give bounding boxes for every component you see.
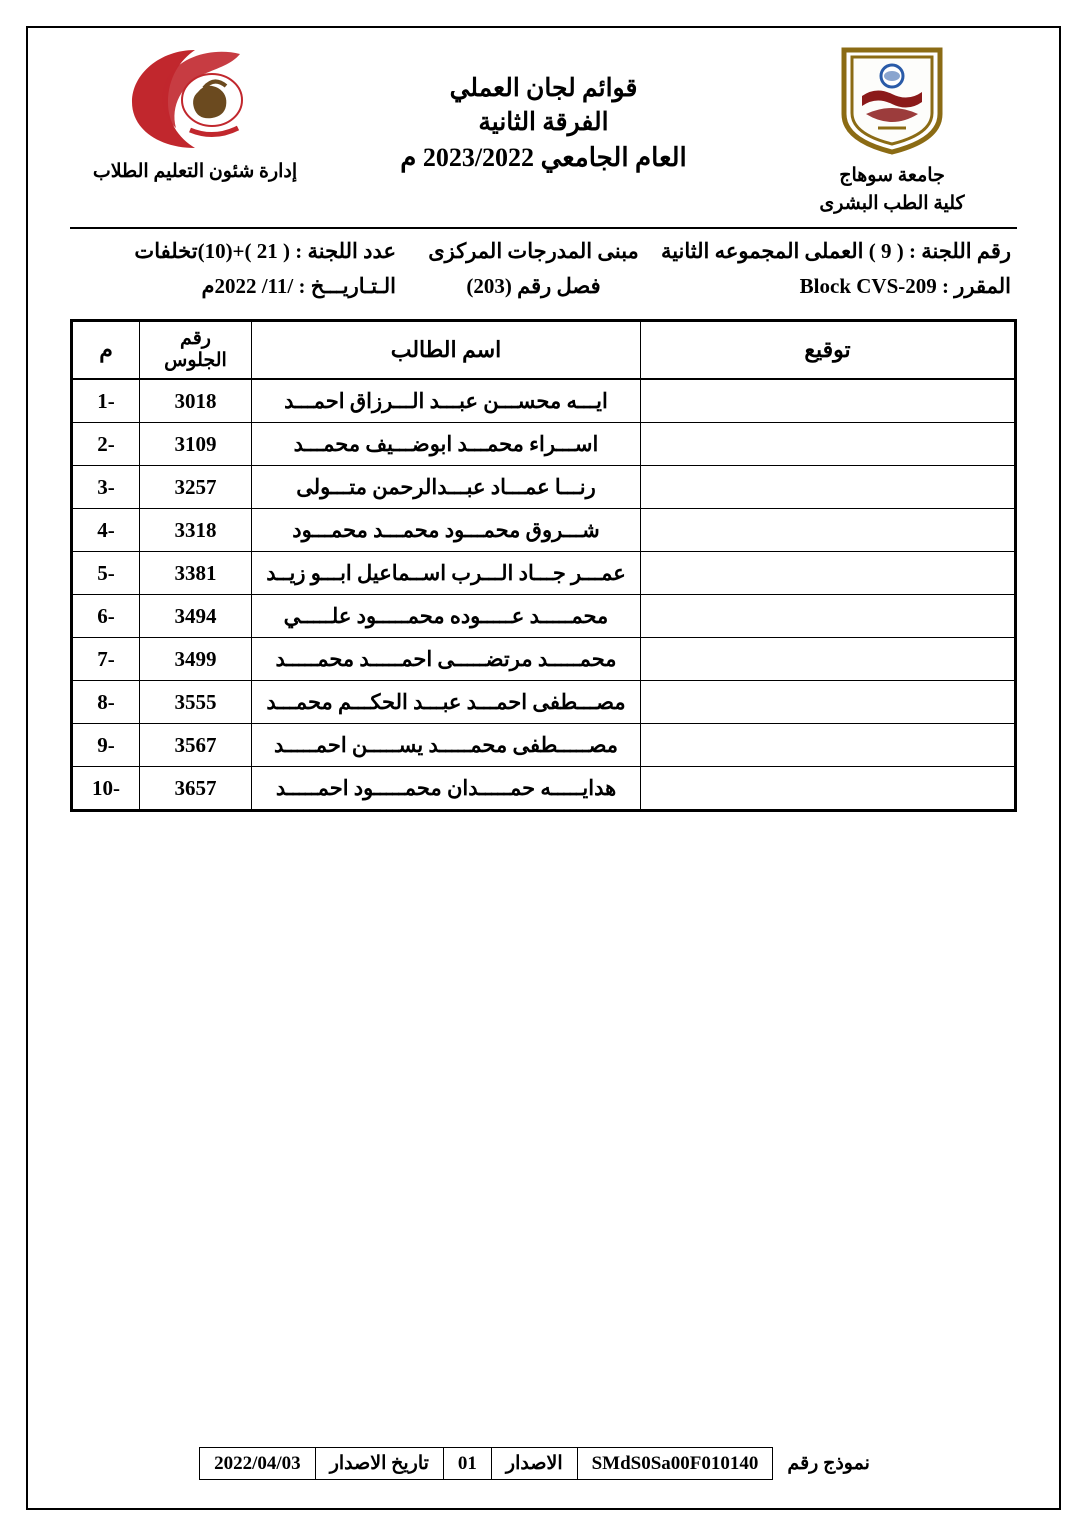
cell-student-name: ايـــه محســـن عبـــد الـــرزاق احمـــد [252,379,641,423]
cell-student-name: هدايـــــه حمـــــدان محمـــــود احمـــــد [252,767,641,811]
room-number: فصل رقم (203) [466,274,601,299]
footer-table [199,1447,888,1480]
cell-seat-number: 3494 [140,595,252,638]
title-line-3: العام الجامعي 2023/2022 م [400,142,687,172]
cell-signature[interactable] [641,509,1016,552]
committee-number: رقم اللجنة : ( 9 ) العملى المجموعه الثانية [660,239,1011,264]
cell-signature[interactable] [641,767,1016,811]
page-content [28,26,1059,1510]
cell-index: 2- [72,423,140,466]
committee-info-row-2 [76,274,1011,299]
cell-index: 5- [72,552,140,595]
table-body [72,379,1016,811]
date-value: /11/ 2022م [201,274,294,299]
cell-signature[interactable] [641,681,1016,724]
table-header [72,321,1016,380]
cell-seat-number: 3657 [140,767,252,811]
table-row [72,466,1016,509]
cell-index: 1- [72,379,140,423]
issue-label: الاصدار [491,1448,577,1480]
title-line-1: قوائم لجان العملي [449,75,638,102]
exam-date [76,274,396,299]
column-header-student-name: اسم الطالب [252,321,641,380]
footer-row [200,1448,888,1480]
university-name: جامعة سوهاج [839,165,945,186]
column-header-index: م [72,321,140,380]
cell-index: 7- [72,638,140,681]
cell-index: 4- [72,509,140,552]
cell-signature[interactable] [641,466,1016,509]
column-header-signature: توقيع [641,321,1016,380]
faculty-logo-block [70,44,320,183]
title-line-2: الفرقة الثانية [478,108,609,136]
committee-info [70,239,1017,319]
cell-seat-number: 3018 [140,379,252,423]
cell-student-name: عمـــر جـــاد الـــرب اســماعيل ابـــو زيــد [252,552,641,595]
table-row [72,423,1016,466]
building-name: مبنى المدرجات المركزى [428,239,639,264]
course-label: المقرر : [942,274,1011,299]
form-code: SMdS0Sa00F010140 [577,1448,773,1480]
cell-seat-number: 3381 [140,552,252,595]
cell-index: 3- [72,466,140,509]
cell-seat-number: 3318 [140,509,252,552]
cell-signature[interactable] [641,595,1016,638]
form-label: نموذج رقم [787,1453,870,1474]
column-header-seat-number [140,321,252,380]
table-row [72,552,1016,595]
cell-student-name: مصـــــطفى محمـــــد يســـــن احمـــــد [252,724,641,767]
cell-seat-number: 3499 [140,638,252,681]
department-name: إدارة شئون التعليم الطلاب [92,161,298,182]
university-block [767,44,1017,217]
cell-student-name: شـــروق محمـــود محمـــد محمـــود [252,509,641,552]
cell-seat-number: 3555 [140,681,252,724]
table-row [72,681,1016,724]
header-divider [70,227,1017,229]
students-table [70,319,1017,812]
document-footer [70,1447,1017,1480]
sohag-university-shield-logo [832,44,952,156]
header-titles [320,44,767,175]
cell-student-name: محمـــــد مرتضـــــى احمـــــد محمـــــد [252,638,641,681]
cell-index: 10- [72,767,140,811]
cell-index: 9- [72,724,140,767]
cell-signature[interactable] [641,724,1016,767]
table-row [72,767,1016,811]
table-row [72,595,1016,638]
table-row [72,638,1016,681]
cell-signature[interactable] [641,423,1016,466]
document-header [70,44,1017,223]
seat-header-line-2: الجلوس [164,350,227,372]
course-value: Block CVS-209 [799,274,937,299]
cell-seat-number: 3257 [140,466,252,509]
table-row [72,379,1016,423]
table-row [72,724,1016,767]
table-row [72,509,1016,552]
sohag-faculty-of-medicine-logo [120,44,270,154]
table-header-row [72,321,1016,380]
faculty-name: كلية الطب البشرى [819,192,965,214]
cell-index: 8- [72,681,140,724]
course-info [671,274,1011,299]
committee-count: عدد اللجنة : ( 21 )+(10)تخلفات [134,239,396,264]
cell-student-name: محمـــــد عـــــوده محمـــــود علـــــي [252,595,641,638]
cell-signature[interactable] [641,638,1016,681]
cell-student-name: رنـــا عمـــاد عبـــدالرحمن متـــولى [252,466,641,509]
cell-student-name: اســـراء محمـــد ابوضـــيف محمـــد [252,423,641,466]
seat-header-line-1: رقم [180,328,211,350]
committee-info-row-1 [76,239,1011,264]
cell-index: 6- [72,595,140,638]
cell-signature[interactable] [641,379,1016,423]
issue-date-value: 2022/04/03 [200,1448,316,1480]
cell-signature[interactable] [641,552,1016,595]
cell-seat-number: 3109 [140,423,252,466]
date-label: الـتـاريـــخ : [298,274,396,299]
issue-date-label: تاريخ الاصدار [315,1448,443,1480]
cell-seat-number: 3567 [140,724,252,767]
issue-value: 01 [443,1448,491,1480]
cell-student-name: مصـــطفى احمـــد عبـــد الحكـــم محمـــد [252,681,641,724]
